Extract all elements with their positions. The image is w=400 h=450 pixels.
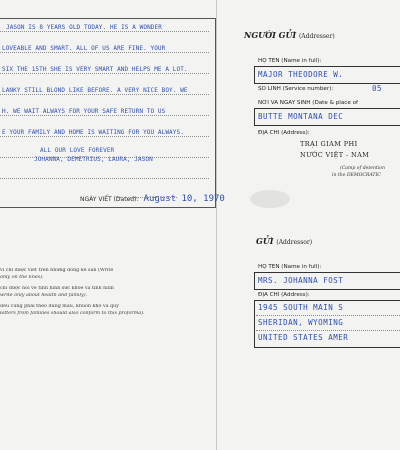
sender-birth-value: BUTTE MONTANA DEC	[258, 112, 344, 121]
camp-line: TRẠI GIAM PHI	[300, 140, 358, 148]
sender-name-label: HỌ TÊN (Name in full):	[258, 58, 322, 64]
ruled-line	[0, 52, 209, 53]
ruled-line	[0, 178, 209, 179]
camp-note: in the DEMOCRATIC	[332, 173, 381, 178]
sender-heading	[244, 30, 335, 40]
recipient-address-line: UNITED STATES AMER	[258, 333, 349, 342]
recipient-heading	[256, 236, 312, 246]
date-label: NGÀY VIẾT (Dated):	[80, 196, 139, 203]
ruled-line	[0, 136, 209, 137]
instruction-line: vì chỉ được viết trên những dòng kẻ sẵn (Write	[0, 268, 114, 273]
sender-heading-vi: NGƯỜI GỬI	[244, 30, 297, 40]
paper-smudge	[250, 190, 290, 208]
instruction-line: đều cũng phải theo đúng mẫu, khuôn khổ và quy	[0, 304, 119, 309]
ruled-line	[0, 31, 209, 32]
recipient-heading-vi: GỬI	[256, 236, 274, 246]
recipient-address-label: ĐỊA CHỈ (Address):	[258, 292, 310, 298]
instruction-line: letters from families should also conform to this proforma).	[0, 311, 145, 316]
sender-birth-label: NƠI VÀ NGÀY SINH (Date & place of	[258, 100, 358, 106]
recipient-address-line: 1945 SOUTH MAIN S	[258, 303, 344, 312]
ruled-line	[0, 94, 209, 95]
instruction-line: only on the lines).	[0, 275, 44, 280]
sender-heading-en: (Addresser)	[298, 33, 335, 40]
ruled-line	[0, 115, 209, 116]
letter-line: LANKY STILL BLOND LIKE BEFORE. A VERY NICE BOY. WE	[2, 87, 188, 94]
ruled-line	[0, 73, 209, 74]
letter-signature: JOHANNA, DEMETRIUS, LAURA, JASON	[34, 156, 153, 163]
letter-line: SIX THE 15TH SHE IS VERY SMART AND HELPS ME A LOT.	[2, 66, 188, 73]
sender-address-label: ĐỊA CHỈ (Address):	[258, 130, 310, 136]
letter-line: JASON IS 8 YEARS OLD TODAY. HE IS A WONDER	[6, 24, 162, 31]
recipient-name-label: HỌ TÊN (Name in full):	[258, 264, 322, 270]
recipient-address-line: SHERIDAN, WYOMING	[258, 318, 344, 327]
page-fold	[216, 0, 217, 450]
date-row	[80, 186, 225, 205]
sender-service-value: 05	[372, 84, 383, 93]
date-value: August 10, 1970	[143, 194, 225, 204]
camp-line: NƯỚC VIỆT - NAM	[300, 151, 370, 159]
address-rule	[256, 330, 400, 331]
address-rule	[256, 315, 400, 316]
recipient-name-value: MRS. JOHANNA FOST	[258, 276, 344, 285]
sender-service-label: SỐ LÍNH (Service number):	[258, 86, 334, 92]
date-rule	[117, 197, 177, 198]
letter-line: E YOUR FAMILY AND HOME IS WAITING FOR YOU ALWAYS.	[2, 129, 184, 136]
letter-line: LOVEABLE AND SMART. ALL OF US ARE FINE. YOUR	[2, 45, 166, 52]
camp-note: (Camp of detention	[340, 166, 385, 171]
recipient-heading-en: (Addressor)	[276, 239, 313, 246]
instruction-line: chỉ được nói về tình hình sức khỏe và tình hình	[0, 286, 114, 291]
instruction-line: write only about health and family).	[0, 293, 88, 298]
letter-line: H. WE WAIT ALWAYS FOR YOUR SAFE RETURN TO US	[2, 108, 166, 115]
sender-name-value: MAJOR THEODORE W.	[258, 70, 344, 79]
letter-closing: ALL OUR LOVE FOREVER	[40, 147, 115, 154]
